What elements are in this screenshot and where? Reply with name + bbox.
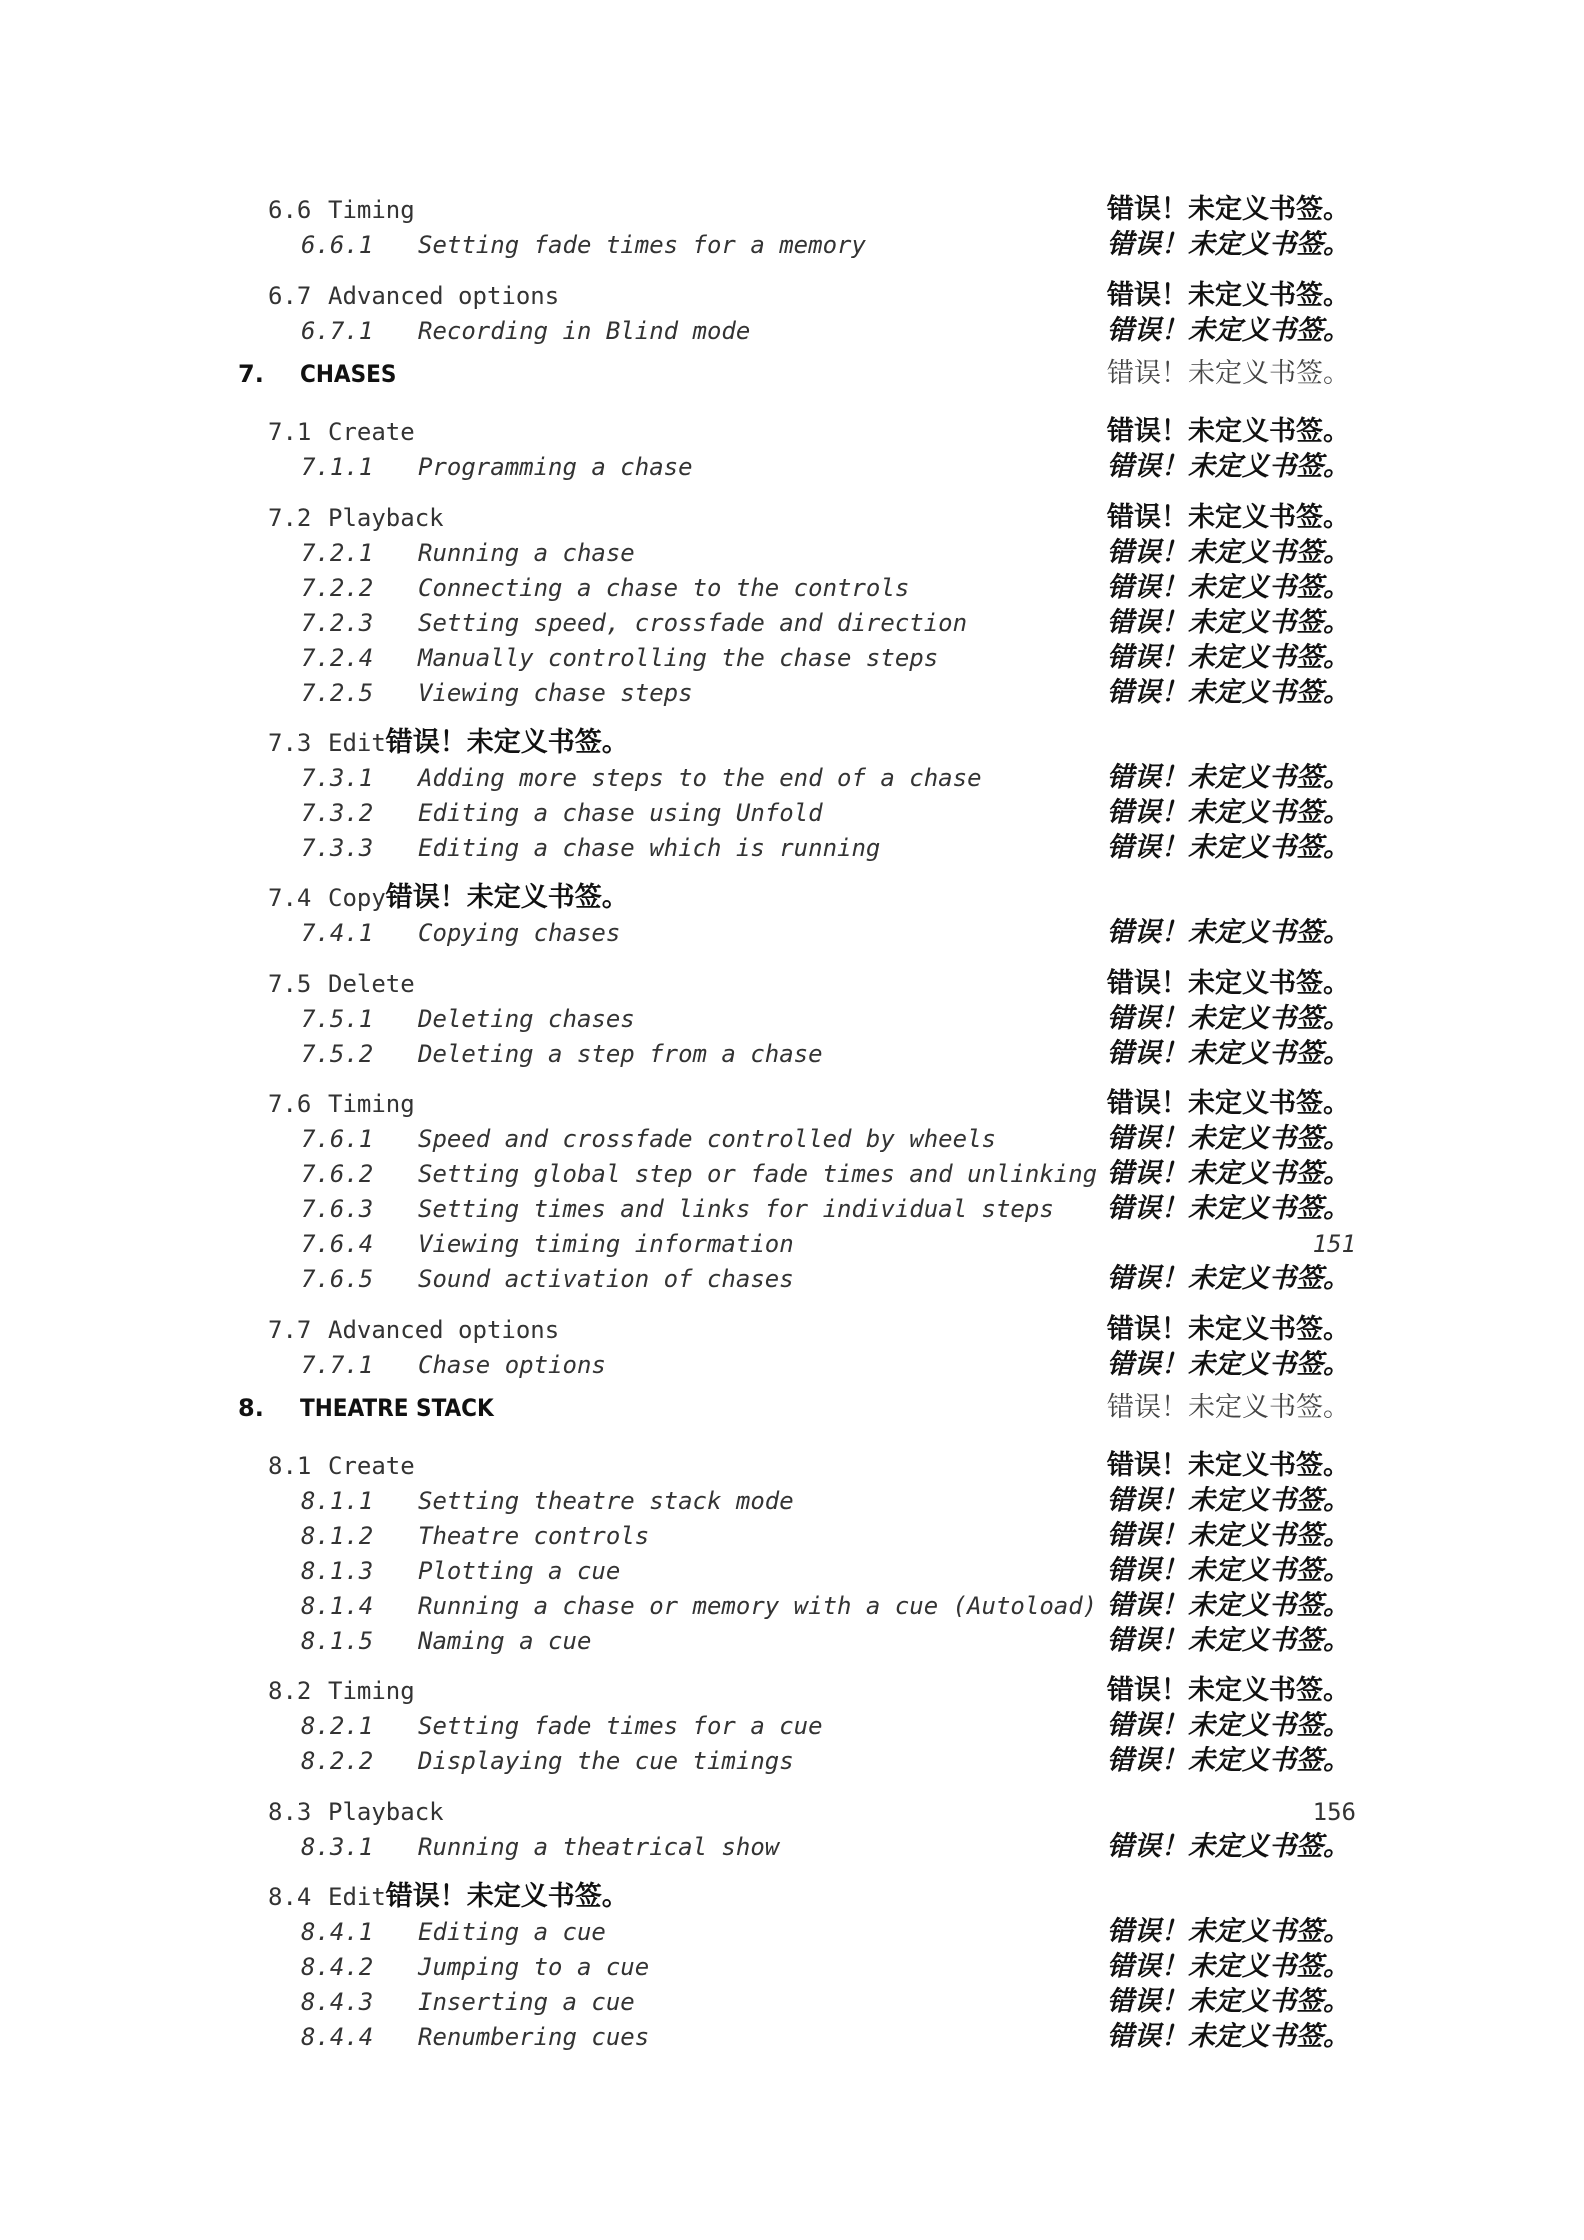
toc-page-ref: 错误！未定义书签。 [1107,451,1350,482]
toc-page-ref: 错误！未定义书签。 [1107,607,1350,638]
toc-page-ref: 错误！未定义书签。 [1107,797,1350,828]
toc-page-ref: 错误！未定义书签。 [1107,677,1350,708]
toc-subsection-row[interactable] [0,1744,1584,1778]
toc-title: Setting speed, crossfade and direction [418,609,968,637]
toc-page-ref: 错误！未定义书签。 [1107,642,1350,673]
toc-number: 7.2.2 [301,574,374,602]
toc-page-ref: 错误！未定义书签。 [1107,1710,1350,1741]
toc-page-ref: 错误！未定义书签。 [1107,1450,1350,1481]
toc-subsection-row[interactable] [0,916,1584,950]
toc-number: 8.1.5 [301,1627,374,1655]
toc-title: Deleting chases [418,1005,635,1033]
toc-section-row[interactable] [0,726,1584,760]
toc-number: 7.2.1 [301,539,374,567]
toc-number: 7.4.1 [301,919,374,947]
toc-section-row[interactable] [0,1795,1584,1829]
toc-title: Connecting a chase to the controls [418,574,910,602]
toc-title: Manually controlling the chase steps [418,644,939,672]
toc-subsection-row[interactable] [0,1037,1584,1071]
toc-number: 6.7 [268,282,312,310]
toc-subsection-row[interactable] [0,606,1584,640]
toc-subsection-row[interactable] [0,536,1584,570]
toc-number: 6.7.1 [301,317,374,345]
toc-section-row[interactable] [0,1449,1584,1483]
toc-number: 7.3.3 [301,834,374,862]
toc-section-row[interactable] [0,1087,1584,1121]
toc-subsection-row[interactable] [0,1262,1584,1296]
toc-page-ref: 错误！未定义书签。 [1107,1392,1350,1423]
toc-title: Speed and crossfade controlled by wheels [418,1125,996,1153]
toc-title: Advanced options [328,282,560,310]
toc-title: Running a theatrical show [418,1833,780,1861]
toc-section-row[interactable] [0,881,1584,915]
toc-page-ref: 错误！未定义书签。 [1107,572,1350,603]
toc-page-ref: 错误！未定义书签。 [1107,1590,1350,1621]
toc-page-ref: 错误！未定义书签。 [1107,1831,1350,1862]
toc-number: 7.6.1 [301,1125,374,1153]
toc-page-ref: 错误！未定义书签。 [1107,917,1350,948]
toc-subsection-row[interactable] [0,450,1584,484]
toc-number: 7.6.2 [301,1160,374,1188]
toc-number: 8.1.3 [301,1557,374,1585]
toc-number: 8.1.4 [301,1592,374,1620]
toc-page-ref: 错误！未定义书签。 [1107,315,1350,346]
toc-number: 7.2.4 [301,644,374,672]
toc-number: 7.7 [268,1316,312,1344]
toc-title: Jumping to a cue [418,1953,650,1981]
toc-subsection-row[interactable] [0,1157,1584,1191]
toc-number: 8.4.3 [301,1988,374,2016]
toc-subsection-row[interactable] [0,1915,1584,1949]
toc-page-ref: 错误！未定义书签。 [1107,537,1350,568]
toc-title: Advanced options [328,1316,560,1344]
toc-page-ref: 错误！未定义书签。 [1107,762,1350,793]
toc-title: THEATRE STACK [300,1394,494,1422]
toc-number: 8. [238,1394,264,1422]
toc-title: Editing a chase using Unfold [418,799,823,827]
toc-title: Programming a chase [418,453,693,481]
toc-title: Editing a chase which is running [418,834,881,862]
toc-title: Setting global step or fade times and unlinking [418,1160,1098,1188]
toc-title: Timing [328,196,415,224]
toc-number: 7.1 [268,418,312,446]
toc-subsection-row[interactable] [0,2020,1584,2054]
toc-subsection-row[interactable] [0,1484,1584,1518]
toc-title: Deleting a step from a chase [418,1040,823,1068]
toc-number: 7.2.5 [301,679,374,707]
toc-title: Edit错误！未定义书签。 [328,1881,629,1912]
toc-title: Sound activation of chases [418,1265,794,1293]
toc-page-ref: 错误！未定义书签。 [1107,280,1350,311]
toc-title: Playback [328,504,444,532]
toc-page-ref: 错误！未定义书签。 [1107,1088,1350,1119]
toc-subsection-row[interactable] [0,1227,1584,1261]
toc-bookmark-error: 错误！未定义书签。 [385,727,629,758]
toc-page-ref: 错误！未定义书签。 [1107,1951,1350,1982]
toc-page-ref: 错误！未定义书签。 [1107,194,1350,225]
toc-title: Copy错误！未定义书签。 [328,882,629,913]
toc-section-row[interactable] [0,967,1584,1001]
toc-page-ref: 错误！未定义书签。 [1107,1485,1350,1516]
toc-number: 8.1.1 [301,1487,374,1515]
toc-subsection-row[interactable] [0,1122,1584,1156]
toc-title: CHASES [300,360,397,388]
toc-number: 8.4.2 [301,1953,374,1981]
toc-number: 8.4 [268,1883,312,1911]
toc-number: 7.6.3 [301,1195,374,1223]
toc-page-ref: 错误！未定义书签。 [1107,832,1350,863]
toc-section-row[interactable] [0,193,1584,227]
toc-subsection-row[interactable] [0,641,1584,675]
toc-subsection-row[interactable] [0,1830,1584,1864]
toc-section-row[interactable] [0,279,1584,313]
toc-title: Edit错误！未定义书签。 [328,727,629,758]
toc-subsection-row[interactable] [0,676,1584,710]
toc-page-ref: 156 [1312,1798,1356,1826]
toc-page-ref: 错误！未定义书签。 [1107,1003,1350,1034]
toc-subsection-row[interactable] [0,1192,1584,1226]
toc-number: 6.6.1 [301,231,374,259]
toc-title: Renumbering cues [418,2023,650,2051]
toc-number: 8.1.2 [301,1522,374,1550]
toc-page-ref: 错误！未定义书签。 [1107,1349,1350,1380]
toc-title: Inserting a cue [418,1988,635,2016]
toc-subsection-row[interactable] [0,796,1584,830]
toc-page-ref: 错误！未定义书签。 [1107,1745,1350,1776]
toc-title: Delete [328,970,415,998]
toc-page-ref: 错误！未定义书签。 [1107,1675,1350,1706]
toc-subsection-row[interactable] [0,228,1584,262]
toc-title: Viewing timing information [418,1230,794,1258]
toc-title: Create [328,1452,415,1480]
toc-title: Naming a cue [418,1627,592,1655]
toc-subsection-row[interactable] [0,1348,1584,1382]
toc-subsection-row[interactable] [0,1709,1584,1743]
toc-page-ref: 错误！未定义书签。 [1107,968,1350,999]
toc-chapter-row[interactable] [0,357,1584,391]
toc-section-row[interactable] [0,501,1584,535]
toc-number: 8.2.2 [301,1747,374,1775]
toc-section-row[interactable] [0,1880,1584,1914]
toc-title: Setting fade times for a memory [418,231,866,259]
toc-subsection-row[interactable] [0,1002,1584,1036]
toc-title: Editing a cue [418,1918,606,1946]
toc-subsection-row[interactable] [0,761,1584,795]
toc-section-row[interactable] [0,1313,1584,1347]
toc-page-ref: 错误！未定义书签。 [1107,1520,1350,1551]
toc-title: Adding more steps to the end of a chase [418,764,982,792]
toc-title: Create [328,418,415,446]
toc-subsection-row[interactable] [0,1985,1584,2019]
toc-number: 7. [238,360,264,388]
toc-title: Setting theatre stack mode [418,1487,794,1515]
toc-page-ref: 错误！未定义书签。 [1107,358,1350,389]
toc-title: Playback [328,1798,444,1826]
toc-subsection-row[interactable] [0,571,1584,605]
toc-page-ref: 错误！未定义书签。 [1107,1263,1350,1294]
toc-title: Setting times and links for individual steps [418,1195,1054,1223]
toc-title: Chase options [418,1351,606,1379]
toc-number: 8.1 [268,1452,312,1480]
toc-number: 7.2.3 [301,609,374,637]
toc-number: 7.5.1 [301,1005,374,1033]
toc-page-ref: 151 [1312,1230,1356,1258]
toc-number: 6.6 [268,196,312,224]
toc-number: 7.1.1 [301,453,374,481]
toc-number: 7.5.2 [301,1040,374,1068]
toc-page-ref: 错误！未定义书签。 [1107,502,1350,533]
toc-number: 7.2 [268,504,312,532]
toc-section-row[interactable] [0,1674,1584,1708]
toc-number: 8.2 [268,1677,312,1705]
toc-page-ref: 错误！未定义书签。 [1107,1625,1350,1656]
toc-number: 7.6.4 [301,1230,374,1258]
toc-page-ref: 错误！未定义书签。 [1107,1123,1350,1154]
toc-title: Timing [328,1090,415,1118]
toc-title: Displaying the cue timings [418,1747,794,1775]
toc-number: 8.4.1 [301,1918,374,1946]
toc-subsection-row[interactable] [0,1519,1584,1553]
toc-page-ref: 错误！未定义书签。 [1107,1158,1350,1189]
toc-page-ref: 错误！未定义书签。 [1107,1193,1350,1224]
toc-title: Viewing chase steps [418,679,693,707]
toc-title: Timing [328,1677,415,1705]
toc-subsection-row[interactable] [0,1950,1584,1984]
toc-subsection-row[interactable] [0,1589,1584,1623]
toc-section-row[interactable] [0,415,1584,449]
toc-subsection-row[interactable] [0,831,1584,865]
toc-title: Copying chases [418,919,621,947]
toc-number: 7.5 [268,970,312,998]
toc-page-ref: 错误！未定义书签。 [1107,416,1350,447]
toc-subsection-row[interactable] [0,314,1584,348]
toc-number: 7.6.5 [301,1265,374,1293]
toc-bookmark-error: 错误！未定义书签。 [385,1881,629,1912]
toc-number: 7.7.1 [301,1351,374,1379]
toc-page-ref: 错误！未定义书签。 [1107,229,1350,260]
toc-title: Setting fade times for a cue [418,1712,823,1740]
toc-page-ref: 错误！未定义书签。 [1107,1038,1350,1069]
toc-title: Running a chase or memory with a cue (Autoload) [418,1592,1098,1620]
toc-number: 8.3.1 [301,1833,374,1861]
toc-subsection-row[interactable] [0,1554,1584,1588]
toc-number: 8.3 [268,1798,312,1826]
toc-title: Theatre controls [418,1522,650,1550]
toc-title: Running a chase [418,539,635,567]
toc-page-ref: 错误！未定义书签。 [1107,1916,1350,1947]
toc-title: Recording in Blind mode [418,317,751,345]
toc-page-ref: 错误！未定义书签。 [1107,1555,1350,1586]
toc-page-ref: 错误！未定义书签。 [1107,2021,1350,2052]
toc-number: 8.4.4 [301,2023,374,2051]
toc-title: Plotting a cue [418,1557,621,1585]
toc-chapter-row[interactable] [0,1391,1584,1425]
toc-page-ref: 错误！未定义书签。 [1107,1986,1350,2017]
toc-number: 7.3 [268,729,312,757]
toc-bookmark-error: 错误！未定义书签。 [385,882,629,913]
toc-number: 7.3.1 [301,764,374,792]
toc-number: 7.3.2 [301,799,374,827]
toc-number: 8.2.1 [301,1712,374,1740]
toc-subsection-row[interactable] [0,1624,1584,1658]
toc-number: 7.6 [268,1090,312,1118]
toc-page-ref: 错误！未定义书签。 [1107,1314,1350,1345]
toc-number: 7.4 [268,884,312,912]
